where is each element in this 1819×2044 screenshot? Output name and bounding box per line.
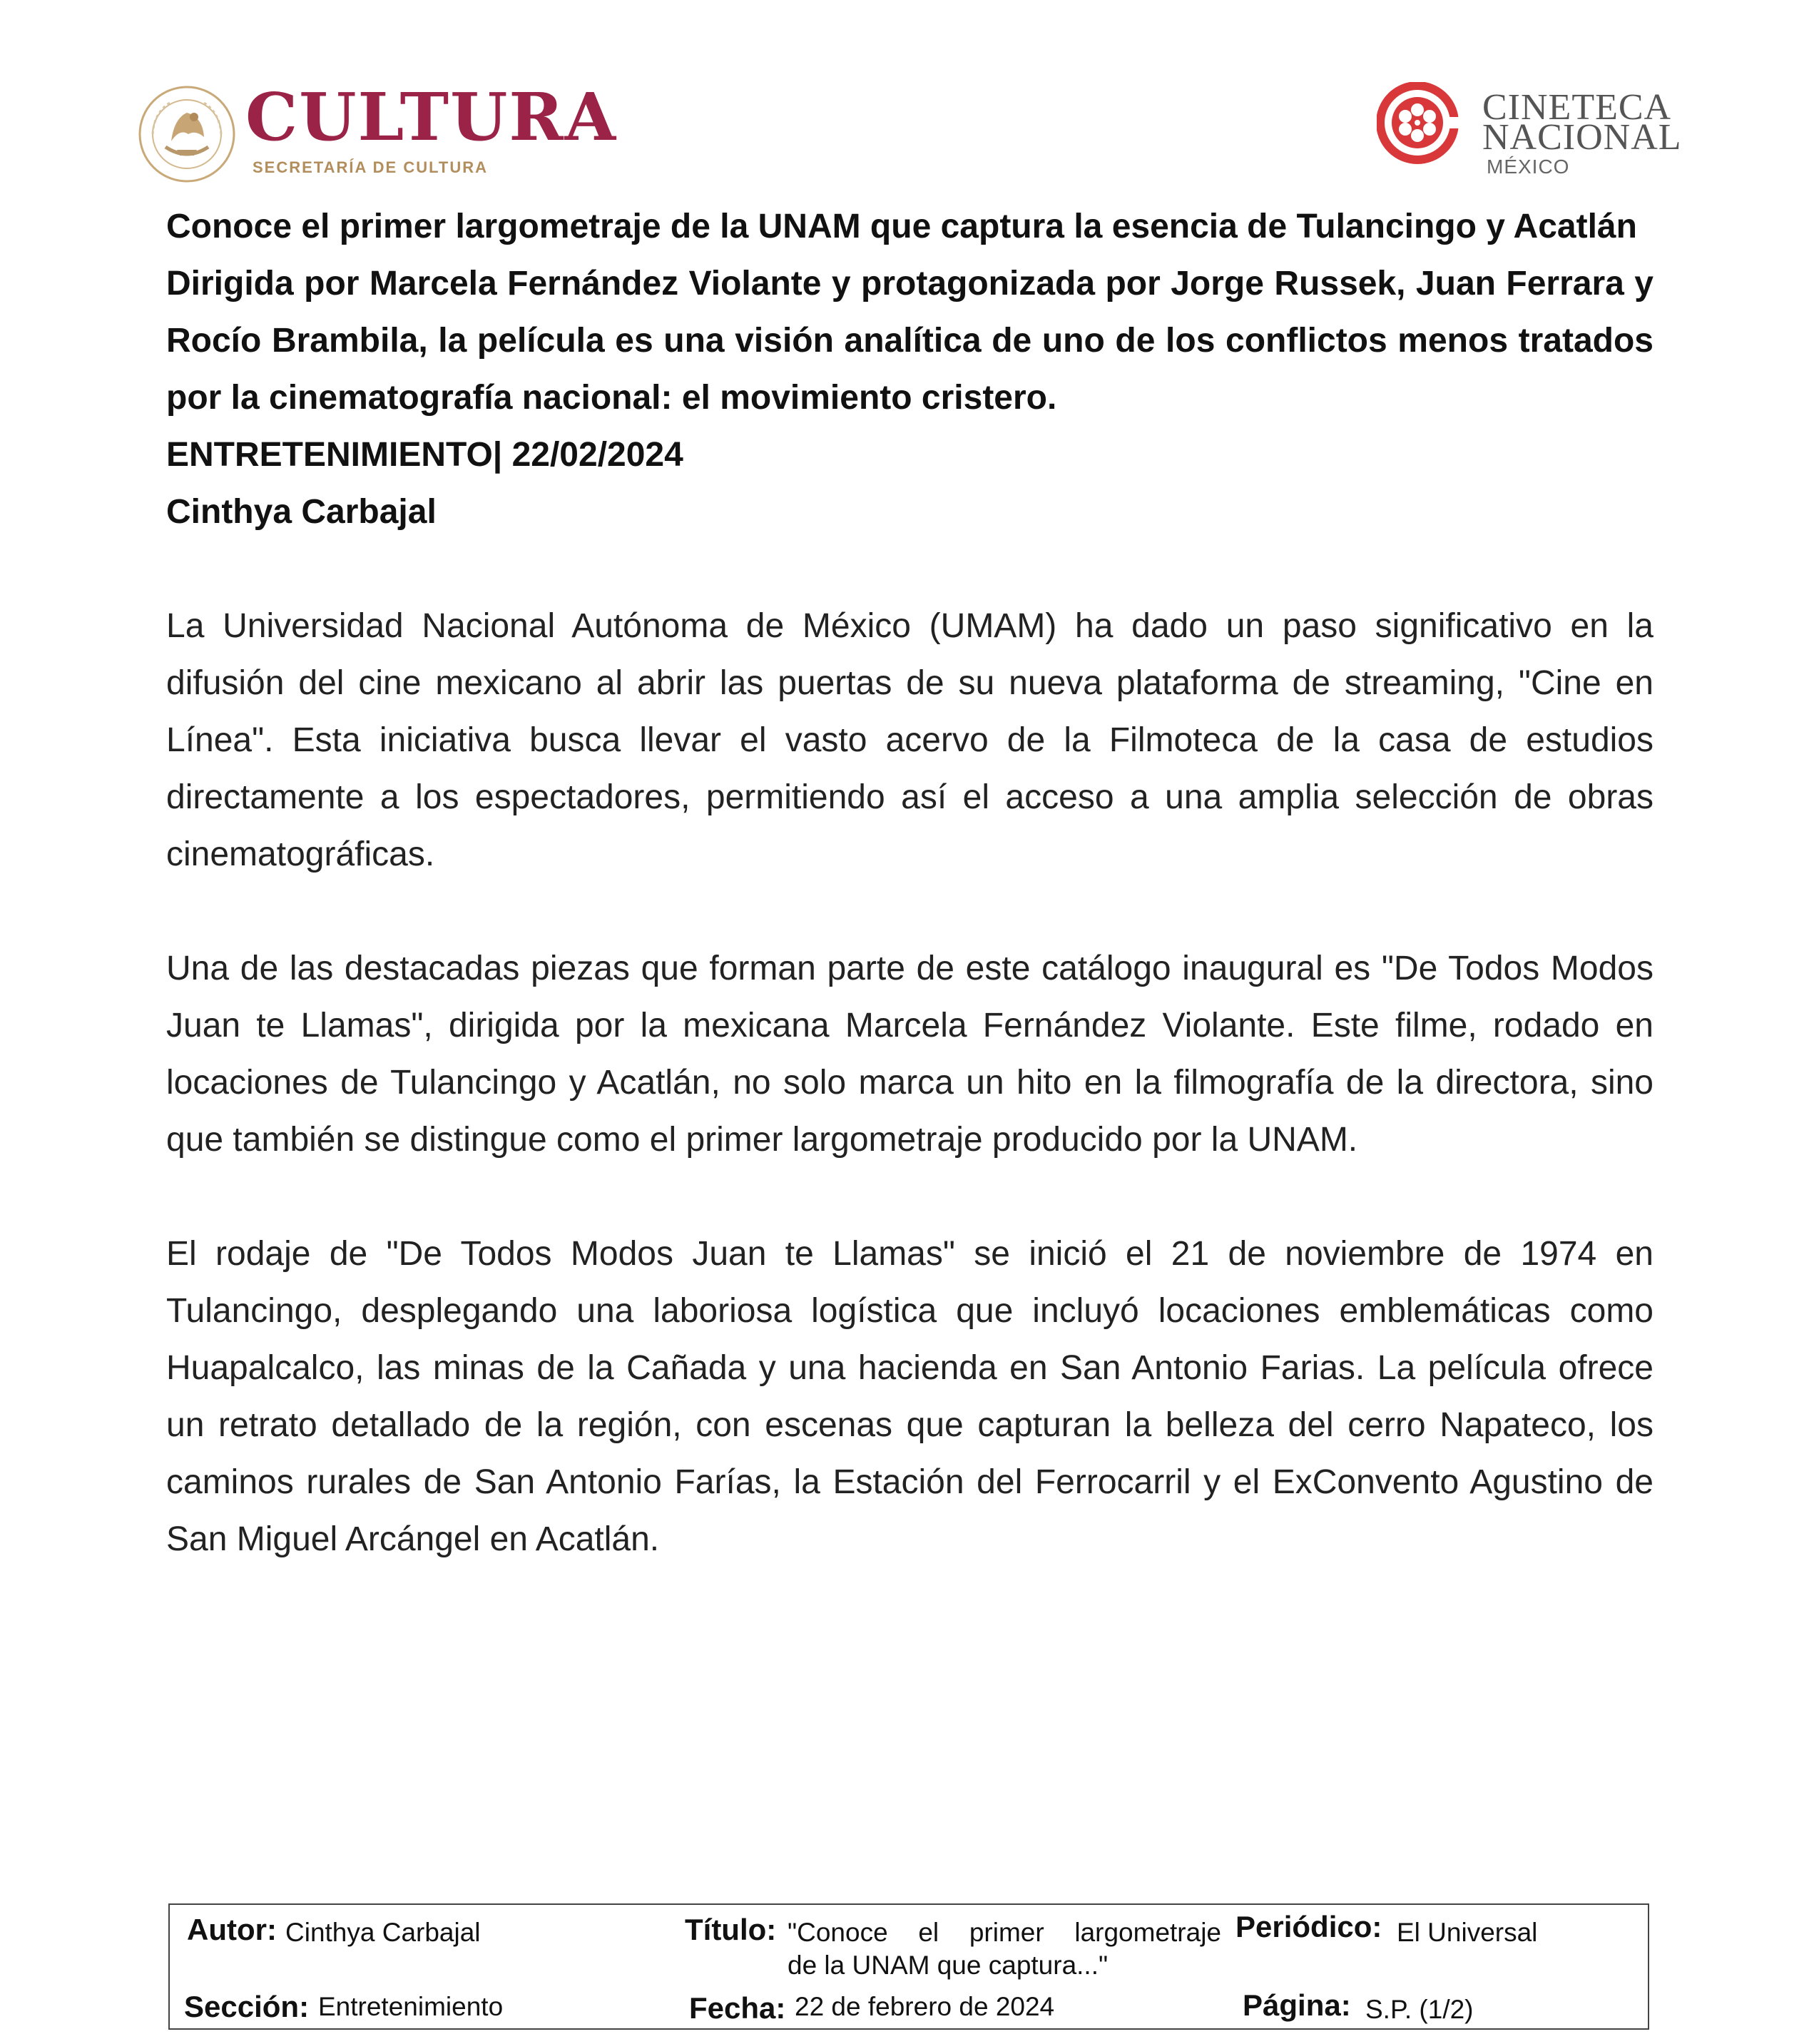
cultura-subtitle: SECRETARÍA DE CULTURA bbox=[253, 158, 489, 176]
autor-label: Autor: bbox=[187, 1913, 277, 1946]
pagina-value: S.P. (1/2) bbox=[1365, 1995, 1474, 2024]
seccion-label: Sección: bbox=[184, 1990, 310, 2023]
article-content bbox=[166, 198, 1654, 1568]
cultura-wordmark: CULTURA bbox=[245, 78, 618, 156]
titulo-value bbox=[788, 1916, 1221, 1982]
pagina-label: Página: bbox=[1243, 1988, 1351, 2022]
source-info-box bbox=[168, 1903, 1649, 2030]
fecha-value: 22 de febrero de 2024 bbox=[795, 1992, 1055, 2021]
autor-value: Cinthya Carbajal bbox=[285, 1918, 481, 1947]
periodico-value: El Universal bbox=[1397, 1918, 1538, 1947]
titulo-value-line1: "Conoce el primer largometraje bbox=[788, 1918, 1221, 1947]
article-title: Conoce el primer largometraje de la UNAM que captura la esencia de Tulancingo y Acatlán bbox=[166, 208, 1637, 245]
article-paragraph: Una de las destacadas piezas que forman parte de este catálogo inaugural es "De Todos Modos Juan te Llamas", dirigida por la mexicana Marcela Fernández Violante. Este filme, rodado en locaciones de Tulancingo y Acatlán, no solo marca un hito en la filmografía de la directora, sino que también se distingue como el primer largometraje producido por la UNAM. bbox=[166, 950, 1654, 1159]
page-header bbox=[0, 0, 1819, 200]
article-subtitle: Dirigida por Marcela Fernández Violante y protagonizada por Jorge Russek, Juan Ferrara y Rocío Brambila, la película es una visión analítica de uno de los conflictos menos tratados por la cinematografía nacional: el movimiento cristero. bbox=[166, 265, 1654, 417]
article-section-date: ENTRETENIMIENTO| 22/02/2024 bbox=[166, 436, 683, 474]
film-reel-icon bbox=[1377, 82, 1459, 164]
cultura-logo bbox=[137, 78, 618, 185]
seccion-value: Entretenimiento bbox=[318, 1992, 504, 2021]
cineteca-wordmark-line1: CINETECA bbox=[1482, 87, 1672, 128]
cineteca-country: MÉXICO bbox=[1487, 156, 1570, 178]
fecha-label: Fecha: bbox=[689, 1991, 786, 2025]
titulo-label: Título: bbox=[685, 1913, 777, 1946]
mexican-seal-icon bbox=[137, 84, 237, 184]
titulo-value-line2: de la UNAM que captura..." bbox=[788, 1951, 1109, 1980]
article-paragraph: El rodaje de "De Todos Modos Juan te Llamas" se inició el 21 de noviembre de 1974 en Tulancingo, desplegando una laboriosa logística que incluyó locaciones emblemáticas como Huapalcalco, las minas de la Cañada y una hacienda en San Antonio Farias. La película ofrece un retrato detallado de la región, con escenas que capturan la belleza del cerro Napateco, los caminos rurales de San Antonio Farías, la Estación del Ferrocarril y el ExConvento Agustino de San Miguel Arcángel en Acatlán. bbox=[166, 1235, 1654, 1558]
article-paragraph: La Universidad Nacional Autónoma de México (UMAM) ha dado un paso significativo en la difusión del cine mexicano al abrir las puertas de su nueva plataforma de streaming, "Cine en Línea". Esta iniciativa busca llevar el vasto acervo de la Filmoteca de la casa de estudios directamente a los espectadores, permitiendo así el acceso a una amplia selección de obras cinematográficas. bbox=[166, 607, 1654, 873]
article-author: Cinthya Carbajal bbox=[166, 493, 437, 531]
cineteca-logo bbox=[1377, 82, 1691, 178]
periodico-label: Periódico: bbox=[1235, 1910, 1382, 1943]
cineteca-wordmark-line2: NACIONAL bbox=[1482, 117, 1682, 158]
